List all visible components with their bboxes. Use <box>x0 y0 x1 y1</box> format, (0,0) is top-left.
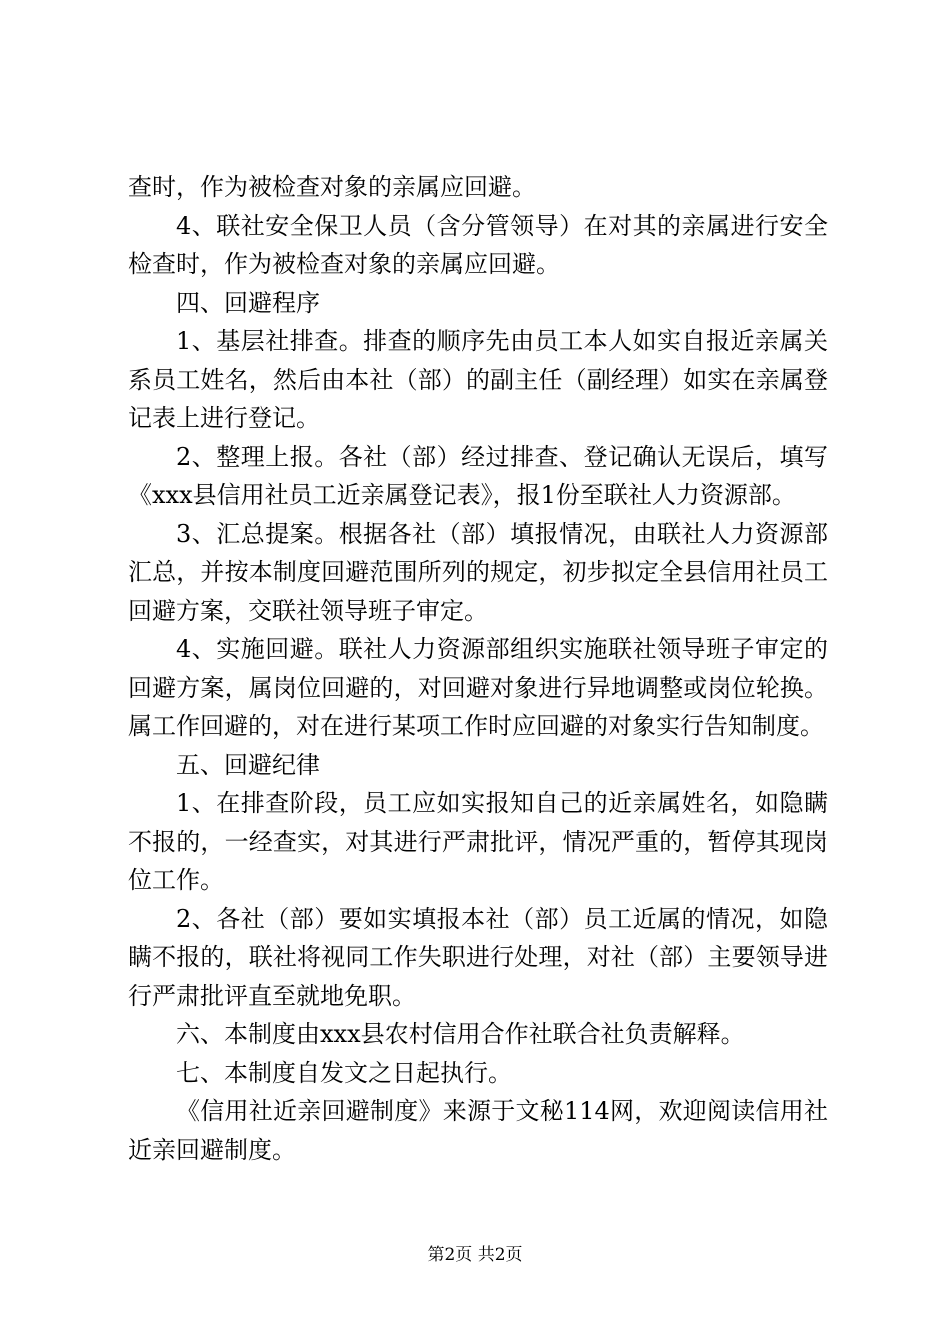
paragraph-procedure-1: 1、基层社排查。排查的顺序先由员工本人如实自报近亲属关系员工姓名，然后由本社（部）的副主任（副经理）如实在亲属登记表上进行登记。 <box>128 327 828 432</box>
paragraph-item-4-security: 4、联社安全保卫人员（含分管领导）在对其的亲属进行安全检查时，作为被检查对象的亲属应回避。 <box>128 211 828 278</box>
paragraph-interpretation: 六、本制度由xxx县农村信用合作社联合社负责解释。 <box>176 1020 745 1048</box>
paragraph-effective-date: 七、本制度自发文之日起执行。 <box>176 1058 512 1087</box>
paragraph-source-note: 《信用社近亲回避制度》来源于文秘114网，欢迎阅读信用社近亲回避制度。 <box>128 1097 828 1164</box>
paragraph-procedure-2: 2、整理上报。各社（部）经过排查、登记确认无误后，填写《xxx县信用社员工近亲属登记表》，报1份至联社人力资源部。 <box>128 442 828 509</box>
page-number-label: 第2页 共2页 <box>427 1245 523 1265</box>
page-footer <box>0 1244 950 1266</box>
paragraph-discipline-2: 2、各社（部）要如实填报本社（部）员工近属的情况，如隐瞒不报的，联社将视同工作失职进行处理，对社（部）主要领导进行严肃批评直至就地免职。 <box>128 904 828 1010</box>
paragraph-procedure-3: 3、汇总提案。根据各社（部）填报情况，由联社人力资源部汇总，并按本制度回避范围所列的规定，初步拟定全县信用社员工回避方案，交联社领导班子审定。 <box>128 519 828 625</box>
section-heading-discipline: 五、回避纪律 <box>176 750 320 779</box>
section-heading-procedure: 四、回避程序 <box>176 288 320 317</box>
document-body <box>128 168 828 1169</box>
paragraph-procedure-4: 4、实施回避。联社人力资源部组织实施联社领导班子审定的回避方案，属岗位回避的，对回避对象进行异地调整或岗位轮换。属工作回避的，对在进行某项工作时应回避的对象实行告知制度。 <box>128 635 828 740</box>
paragraph-discipline-1: 1、在排查阶段，员工应如实报知自己的近亲属姓名，如隐瞒不报的，一经查实，对其进行严肃批评，情况严重的，暂停其现岗位工作。 <box>128 789 828 894</box>
paragraph-continuation: 查时，作为被检查对象的亲属应回避。 <box>128 173 536 201</box>
